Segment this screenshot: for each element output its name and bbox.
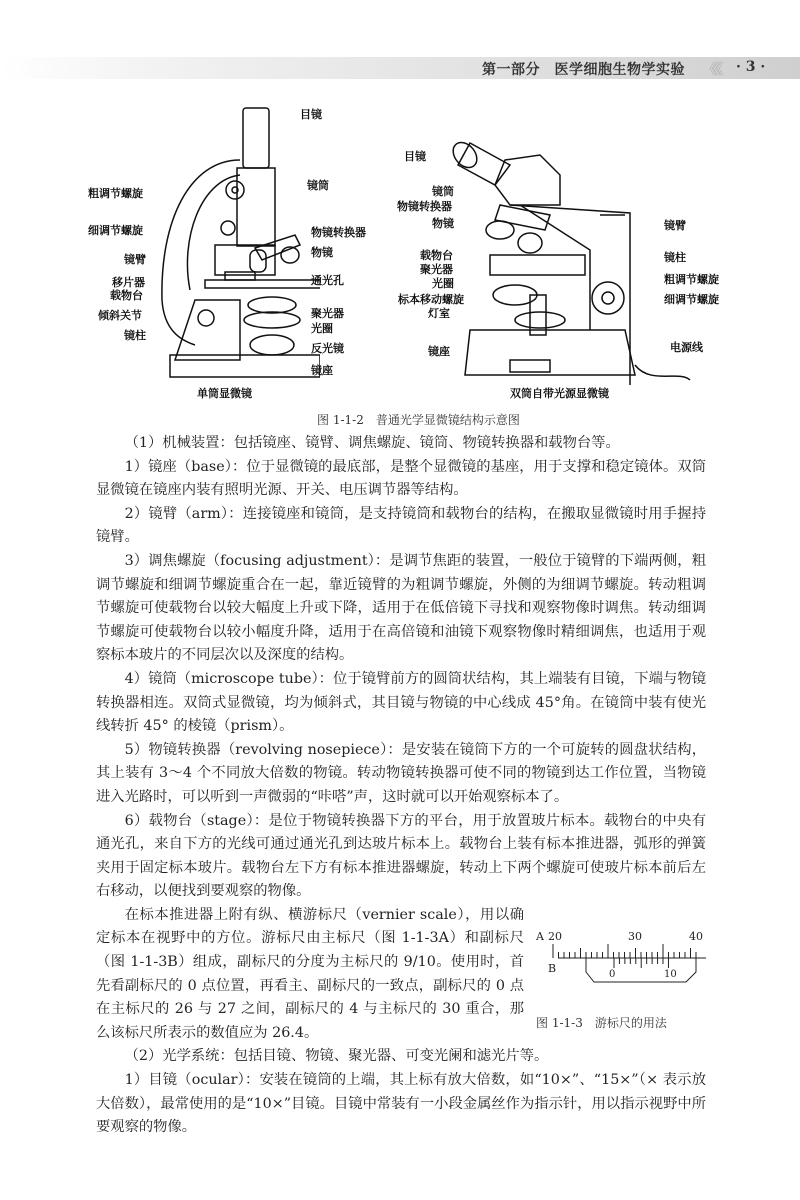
- main-tick-40: 40: [689, 929, 703, 943]
- right-figure-caption: 双筒自带光源显微镜: [510, 387, 609, 400]
- label-pillar: 镜柱: [124, 329, 146, 342]
- label-objective: 物镜: [311, 246, 333, 259]
- label-coarse-knob: 粗调节螺旋: [664, 273, 719, 286]
- label-condenser: 聚光器: [311, 307, 344, 320]
- label-tube: 镜筒: [307, 179, 329, 192]
- label-objective: 物镜: [432, 217, 454, 230]
- label-slide-mover: 移片器: [112, 276, 145, 289]
- label-nosepiece: 物镜转换器: [311, 226, 366, 239]
- vernier-scale-illustration: [536, 928, 706, 998]
- label-diaphragm: 光圈: [432, 277, 454, 290]
- paragraph: （1）机械装置：包括镜座、镜臂、调焦螺旋、镜筒、物镜转换器和载物台等。: [124, 435, 620, 451]
- paragraph: 在标本推进器上附有纵、横游标尺（vernier scale），用以确定标本在视野中的方位。游标尺由主标尺（图 1-1-3A）和副标尺（图 1-1-3B）组成，副标尺的分度为主标尺的 9/10。使用时，首先看副标尺的 0 点位置，再看主、副标尺的一致点，副标尺的 0 点在主标尺的 26 与 27 之间，副标尺的 4 与主标尺的 30 重合，那么该标尺所表示的数值应为 26.4。: [96, 906, 524, 1041]
- label-specimen-knob: 标本移动螺旋: [398, 293, 464, 306]
- paragraph: 5）物镜转换器（revolving nosepiece）：是安装在镜筒下方的一个可旋转的圆盘状结构，其上装有 3～4 个不同放大倍数的物镜。转动物镜转换器可使不同的物镜到达工作位置，当物镜进入光路时，可以听到一声微弱的“咔嗒”声，这时就可以开始观察标本了。: [96, 741, 706, 805]
- label-lamp: 灯室: [428, 307, 450, 320]
- label-stage: 载物台: [420, 249, 453, 262]
- paragraph: 4）镜筒（microscope tube）：位于镜臂前方的圆筒状结构，其上端装有目镜，下端与物镜转换器相连。双筒式显微镜，均为倾斜式，其目镜与物镜的中心线成 45°角。在镜筒中装有使光线转折 45° 的棱镜（prism）。: [96, 670, 706, 735]
- label-b: B: [548, 961, 557, 975]
- paragraph: 1）目镜（ocular）：安装在镜筒的上端，其上标有放大倍数，如“10×”、“15×”（× 表示放大倍数），最常使用的是“10×”目镜。目镜中常装有一小段金属丝作为指示针，用以指示视野中所要观察的物像。: [96, 1072, 706, 1136]
- label-arm: 镜臂: [124, 253, 146, 266]
- label-diaphragm: 光圈: [311, 322, 333, 335]
- label-coarse-knob: 粗调节螺旋: [88, 187, 143, 200]
- label-base: 镜座: [311, 364, 333, 377]
- paragraph: 2）镜臂（arm）：连接镜座和镜筒，是支持镜筒和载物台的结构，在搬取显微镜时用手握持镜臂。: [96, 505, 706, 546]
- label-stage: 载物台: [110, 289, 143, 302]
- binocular-microscope-illustration: [450, 135, 700, 385]
- body-text: [96, 432, 706, 1140]
- label-eyepiece: 目镜: [404, 150, 426, 163]
- page-number: · 3 ·: [736, 59, 766, 75]
- label-nosepiece: 物镜转换器: [397, 200, 452, 213]
- vernier-tick-10: 10: [664, 968, 677, 980]
- paragraph: 3）调焦螺旋（focusing adjustment）：是调节焦距的装置，一般位于镜臂的下端两侧，粗调节螺旋和细调节螺旋重合在一起，靠近镜臂的为粗调节螺旋，外侧的为细调节螺旋。转动粗调节螺旋可使载物台以较大幅度上升或下降，适用于在低倍镜下寻找和观察物像时调焦。转动细调节螺旋可使载物台以较小幅度升降，适用于在高倍镜和油镜下观察物像时精细调焦，也适用于观察标本玻片的不同层次以及深度的结构。: [96, 552, 706, 664]
- paragraph: 6）载物台（stage）：是位于物镜转换器下方的平台，用于放置玻片标本。载物台的中央有通光孔，来自下方的光线可通过通光孔到达玻片标本上。载物台上装有标本推进器，弧形的弹簧夹用于固定标本玻片。载物台左下方有标本推进器螺旋，转动上下两个螺旋可使玻片标本前后左右移动，以便找到要观察的物像。: [96, 812, 706, 900]
- label-aperture: 通光孔: [311, 274, 344, 287]
- label-fine-knob: 细调节螺旋: [664, 293, 719, 306]
- label-a: A: [536, 929, 544, 943]
- label-fine-knob: 细调节螺旋: [88, 224, 143, 237]
- label-base: 镜座: [428, 345, 450, 358]
- paragraph: （2）光学系统：包括目镜、物镜、聚光器、可变光阑和滤光片等。: [124, 1048, 549, 1065]
- chevron-decoration-icon: 《《《: [702, 60, 721, 78]
- vernier-caption: 图 1-1-3 游标尺的用法: [536, 1016, 667, 1031]
- label-pillar: 镜柱: [664, 251, 686, 264]
- vernier-tick-0: 0: [609, 968, 616, 980]
- header-title: 第一部分 医学细胞生物学实验: [482, 62, 685, 78]
- monocular-microscope-illustration: [150, 100, 320, 390]
- left-figure-caption: 单筒显微镜: [197, 387, 252, 400]
- label-arm: 镜臂: [664, 219, 686, 232]
- label-eyepiece: 目镜: [300, 108, 322, 121]
- label-tube: 镜筒: [432, 185, 454, 198]
- label-condenser: 聚光器: [420, 263, 453, 276]
- paragraph: 1）镜座（base）：位于显微镜的最底部，是整个显微镜的基座，用于支撑和稳定镜体。双筒显微镜在镜座内装有照明光源、开关、电压调节器等结构。: [96, 458, 706, 499]
- main-tick-30: 30: [628, 929, 642, 943]
- figure-caption: 图 1-1-2 普通光学显微镜结构示意图: [317, 413, 520, 427]
- main-tick-20: 20: [548, 929, 562, 943]
- running-header: [0, 57, 800, 79]
- vernier-figure: [536, 928, 706, 1031]
- label-tilt-joint: 倾斜关节: [98, 309, 142, 322]
- label-mirror: 反光镜: [311, 342, 344, 355]
- label-power-cord: 电源线: [670, 341, 703, 354]
